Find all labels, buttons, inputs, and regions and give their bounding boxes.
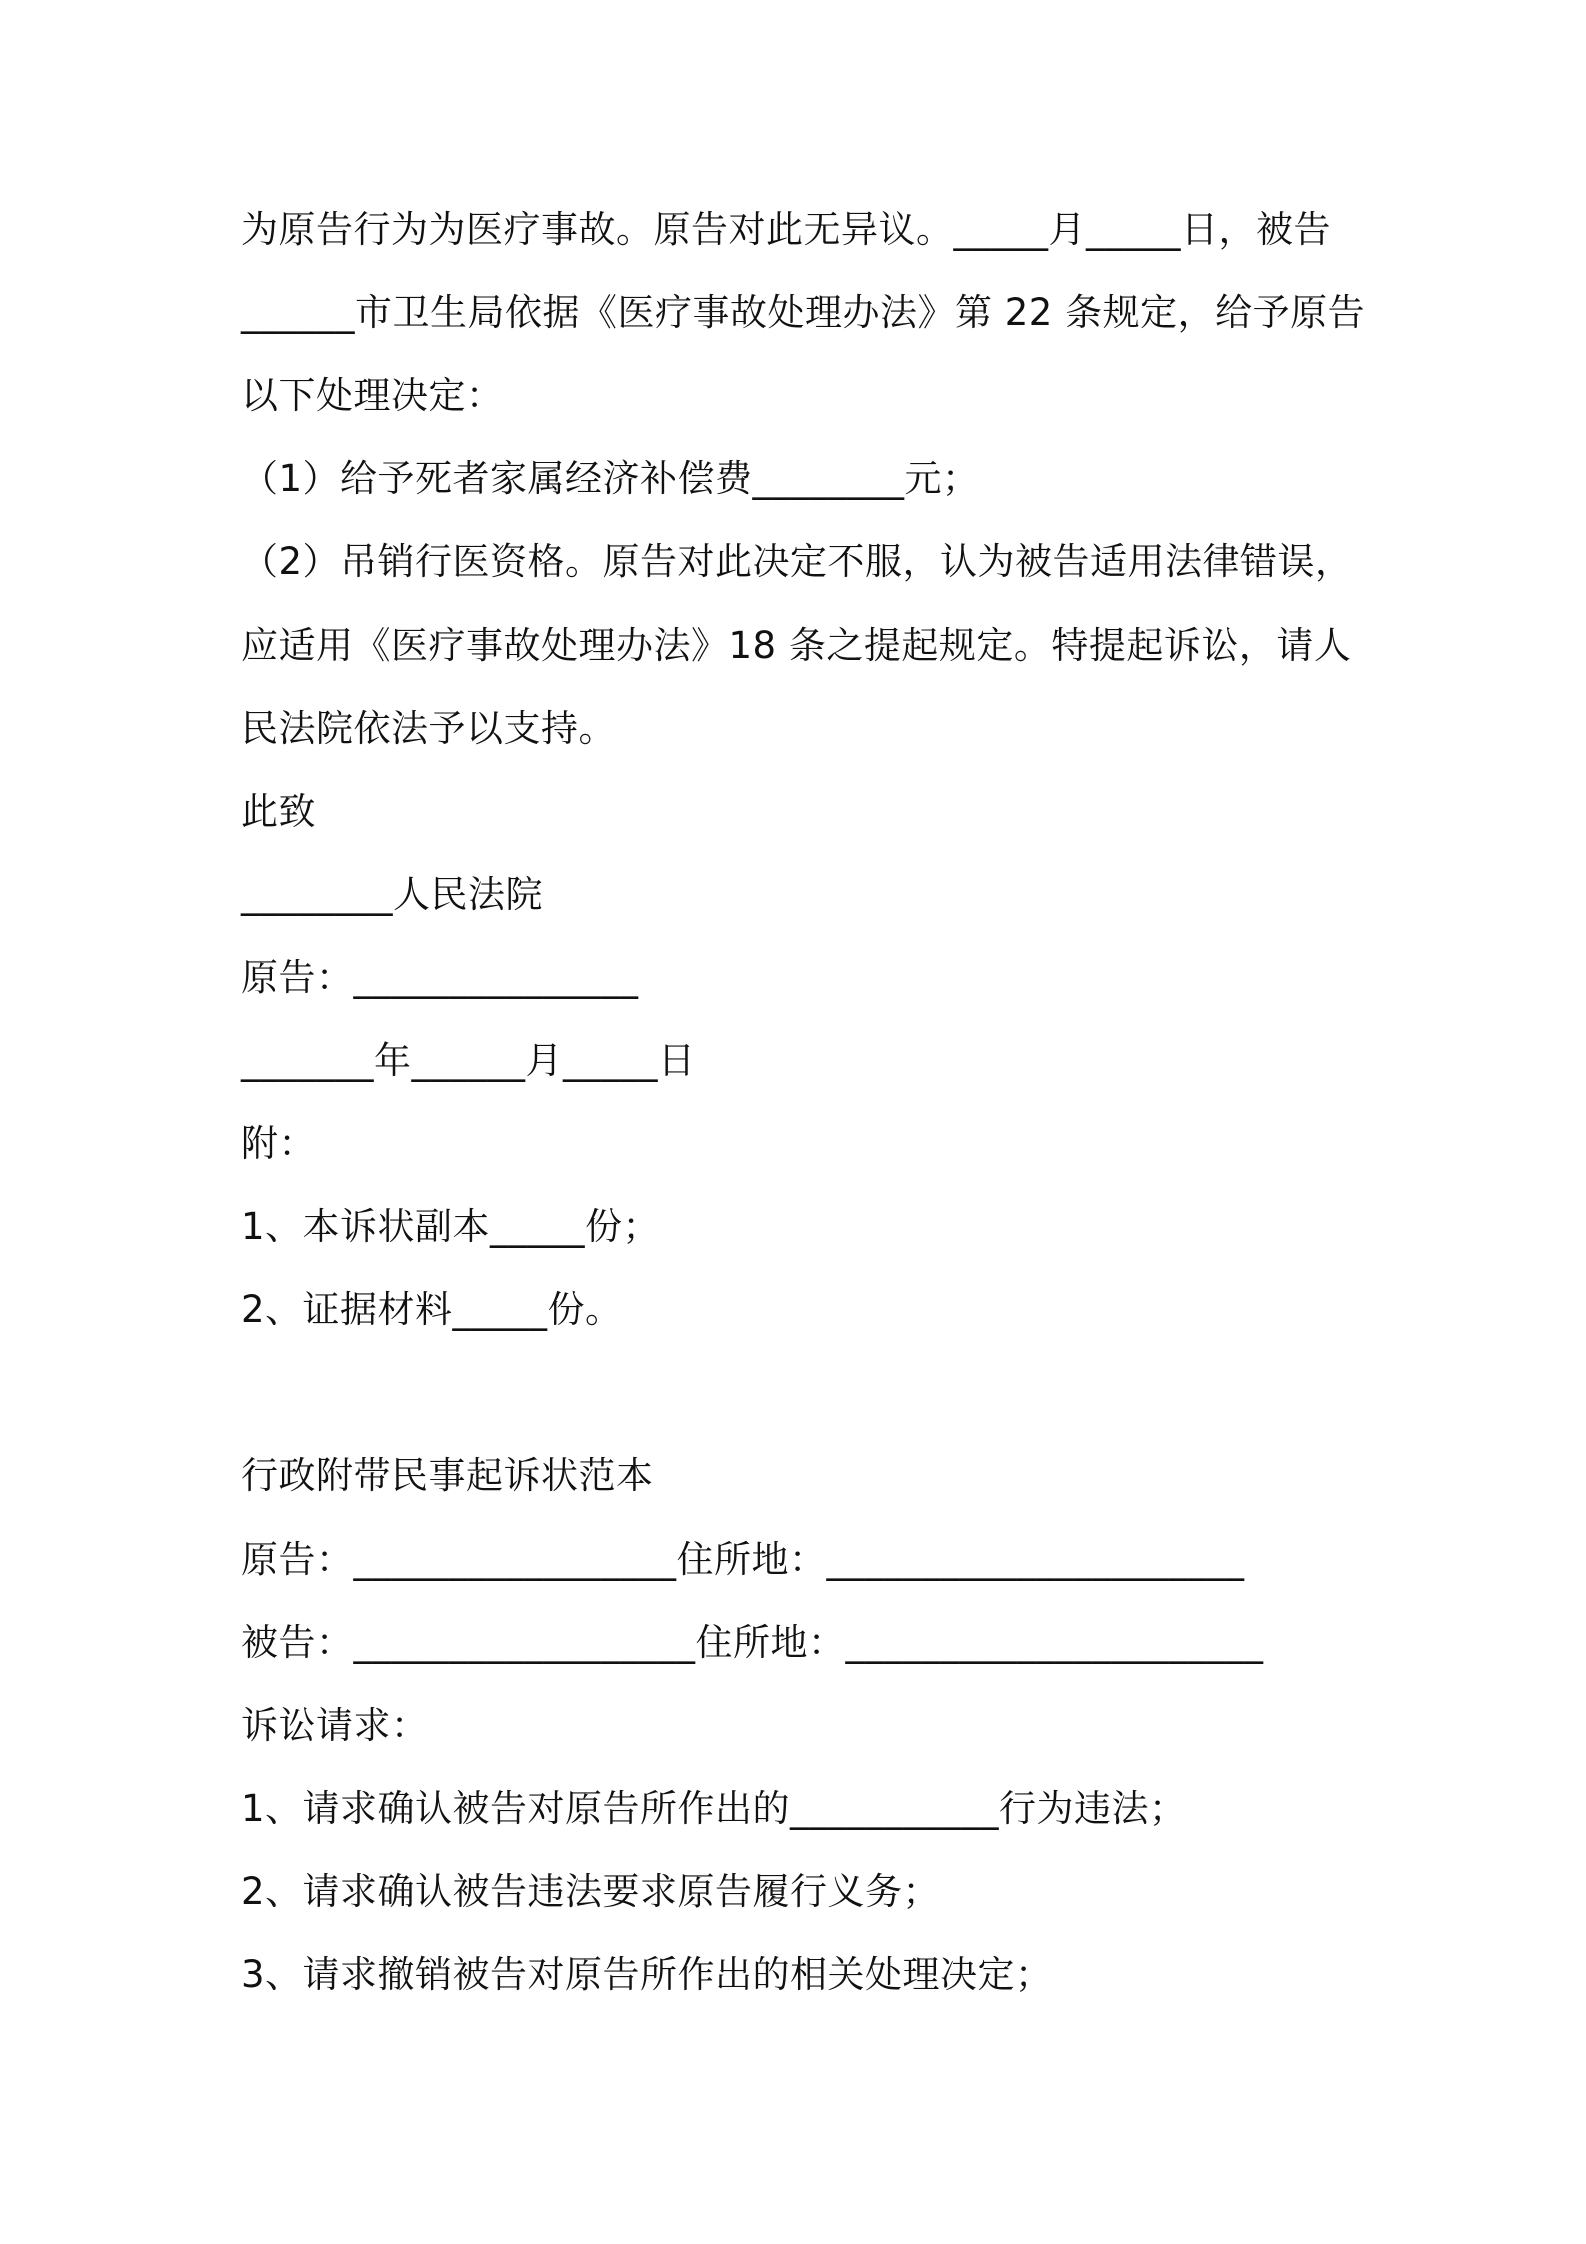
decision-item-1: （1）给予死者家属经济补偿费________元； [241, 457, 980, 500]
decision-item-2: （2）吊销行医资格。原告对此决定不服，认为被告适用法律错误， [241, 540, 1353, 583]
paragraph2-line1: 应适用《医疗事故处理办法》18 条之提起规定。特提起诉讼，请人 [241, 624, 1352, 667]
paragraph1-line3: 以下处理决定： [241, 374, 504, 417]
attachments-label: 附： [241, 1122, 316, 1165]
paragraph1-line2: ______市卫生局依据《医疗事故处理办法》第 22 条规定，给予原告 [241, 291, 1366, 334]
second-template-title: 行政附带民事起诉状范本 [241, 1454, 654, 1497]
closing-date: _______年______月_____日 [241, 1039, 696, 1082]
closing-plaintiff-sign: 原告：_______________ [241, 956, 639, 999]
claim-item-1: 1、请求确认被告对原告所作出的___________行为违法； [241, 1787, 1187, 1830]
closing-court: ________人民法院 [241, 873, 543, 916]
plaintiff-address-line: 原告：_________________住所地：______________________ [241, 1538, 1245, 1581]
claim-item-3: 3、请求撤销被告对原告所作出的相关处理决定； [241, 1953, 1053, 1996]
paragraph2-line2: 民法院依法予以支持。 [241, 707, 616, 750]
paragraph1-line1: 为原告行为为医疗事故。原告对此无异议。_____月_____日，被告 [241, 208, 1331, 251]
defendant-address-line: 被告：__________________住所地：______________________ [241, 1621, 1264, 1664]
closing-salutation: 此致 [241, 790, 316, 833]
claims-label: 诉讼请求： [241, 1704, 429, 1747]
attachment-item-2: 2、证据材料_____份。 [241, 1288, 623, 1331]
claim-item-2: 2、请求确认被告违法要求原告履行义务； [241, 1870, 941, 1913]
attachment-item-1: 1、本诉状副本_____份； [241, 1205, 661, 1248]
